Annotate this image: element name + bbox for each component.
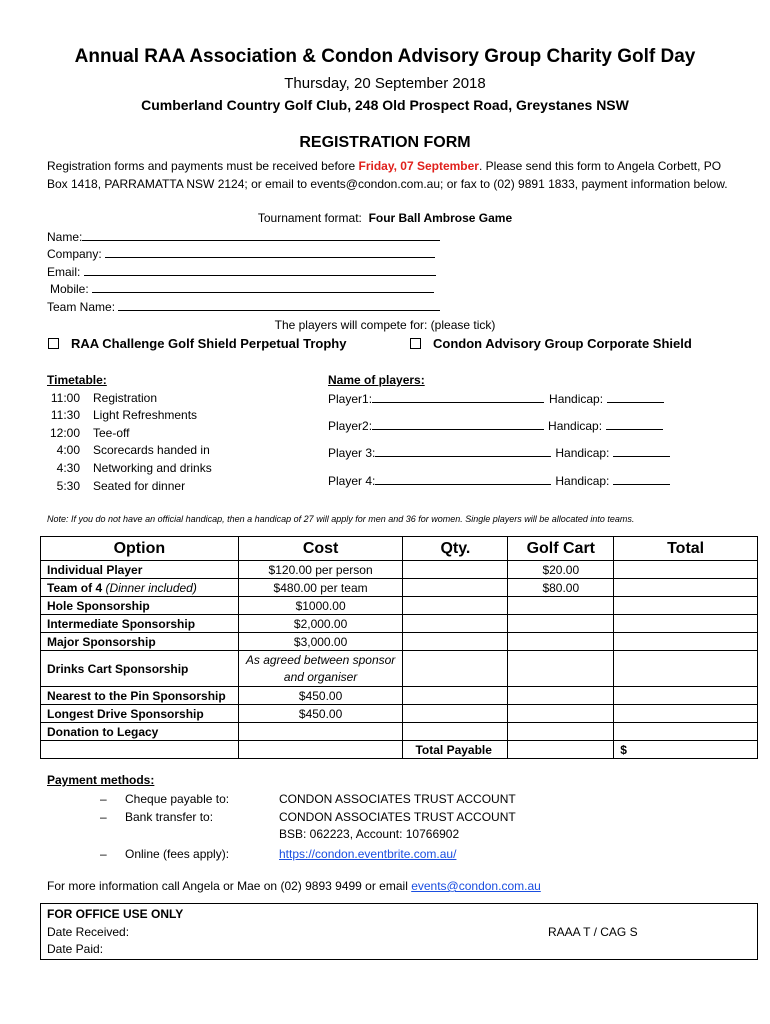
qty-cell[interactable]	[403, 579, 508, 597]
cheque-value: CONDON ASSOCIATES TRUST ACCOUNT	[279, 792, 516, 806]
qty-cell[interactable]	[403, 597, 508, 615]
office-code: RAAA T / CAG S	[548, 925, 638, 939]
dash: –	[100, 847, 107, 861]
header-total: Total	[614, 537, 758, 561]
table-row: Team of 4 (Dinner included) $480.00 per team $80.00	[41, 579, 758, 597]
timetable-heading: Timetable:	[47, 373, 107, 387]
trophy-option-condon[interactable]: Condon Advisory Group Corporate Shield	[410, 336, 692, 351]
header-cost: Cost	[238, 537, 403, 561]
player-row[interactable]: Player1: Handicap:	[328, 391, 664, 406]
total-cell[interactable]	[614, 723, 758, 741]
qty-cell[interactable]	[403, 561, 508, 579]
qty-cell[interactable]	[403, 723, 508, 741]
event-venue: Cumberland Country Golf Club, 248 Old Prospect Road, Greystanes NSW	[141, 97, 629, 113]
event-date: Thursday, 20 September 2018	[284, 75, 486, 92]
table-row: Nearest to the Pin Sponsorship $450.00	[41, 687, 758, 705]
timetable-event: Scorecards handed in	[93, 443, 210, 457]
online-label: Online (fees apply):	[125, 847, 230, 861]
table-row: Individual Player $120.00 per person $20.00	[41, 561, 758, 579]
options-table	[40, 536, 758, 759]
online-link[interactable]: https://condon.eventbrite.com.au/	[279, 847, 457, 861]
timetable-event: Seated for dinner	[93, 479, 186, 493]
bank-value: CONDON ASSOCIATES TRUST ACCOUNT	[279, 810, 516, 824]
total-cell[interactable]	[614, 579, 758, 597]
qty-cell[interactable]	[403, 687, 508, 705]
timetable-time: 4:00	[56, 443, 80, 457]
qty-cell[interactable]	[403, 633, 508, 651]
date-paid: Date Paid:	[47, 942, 104, 956]
table-row: Major Sponsorship $3,000.00	[41, 633, 758, 651]
contact-email-link[interactable]: events@condon.com.au	[411, 879, 541, 893]
total-cell[interactable]	[614, 633, 758, 651]
mobile-field[interactable]: Mobile:	[50, 281, 434, 296]
table-row: Longest Drive Sponsorship $450.00	[41, 705, 758, 723]
compete-prompt: The players will compete for: (please tick)	[274, 318, 496, 332]
player-row[interactable]: Player 4: Handicap:	[328, 473, 670, 488]
header-qty: Qty.	[403, 537, 508, 561]
payment-heading: Payment methods:	[47, 773, 155, 787]
total-row: Total Payable $	[41, 741, 758, 759]
timetable-event: Light Refreshments	[93, 408, 198, 422]
bank-details: BSB: 062223, Account: 10766902	[279, 827, 460, 841]
date-received: Date Received:	[47, 925, 130, 939]
bank-label: Bank transfer to:	[125, 810, 214, 824]
players-heading: Name of players:	[328, 373, 425, 387]
email-field[interactable]: Email:	[47, 264, 436, 279]
total-payable-cell[interactable]: $	[614, 741, 758, 759]
timetable-event: Networking and drinks	[93, 461, 212, 475]
cheque-label: Cheque payable to:	[125, 792, 230, 806]
timetable-time: 12:00	[49, 426, 80, 440]
header-golf-cart: Golf Cart	[508, 537, 614, 561]
dash: –	[100, 810, 107, 824]
office-use-box	[40, 903, 758, 960]
header-option: Option	[41, 537, 239, 561]
timetable-time: 4:30	[56, 461, 80, 475]
checkbox-icon[interactable]	[410, 338, 421, 349]
total-cell[interactable]	[614, 597, 758, 615]
checkbox-icon[interactable]	[48, 338, 59, 349]
name-field[interactable]: Name:	[47, 229, 440, 244]
company-field[interactable]: Company:	[47, 246, 435, 261]
page-title: Annual RAA Association & Condon Advisory Group Charity Golf Day	[74, 46, 696, 67]
player-row[interactable]: Player 3: Handicap:	[328, 445, 670, 460]
timetable-event: Registration	[93, 391, 158, 405]
team-name-field[interactable]: Team Name:	[47, 299, 440, 314]
timetable-time: 11:30	[50, 408, 80, 422]
total-cell[interactable]	[614, 687, 758, 705]
timetable-time: 5:30	[56, 479, 80, 493]
tournament-format: Tournament format: Four Ball Ambrose Game	[257, 211, 513, 225]
office-heading: FOR OFFICE USE ONLY	[47, 907, 184, 921]
timetable-event: Tee-off	[93, 426, 130, 440]
qty-cell[interactable]	[403, 651, 508, 687]
qty-cell[interactable]	[403, 615, 508, 633]
trophy-option-raa[interactable]: RAA Challenge Golf Shield Perpetual Trophy	[48, 336, 346, 351]
total-cell[interactable]	[614, 705, 758, 723]
handicap-note: Note: If you do not have an official handicap, then a handicap of 27 will apply for men and 36 for women. Single players will be allocated into teams.	[47, 514, 635, 524]
intro-paragraph: Registration forms and payments must be received before Friday, 07 September. Please send this form to Angela Corbett, PO Box 1418, PARRAMATTA NSW 2124; or email to events@condon.com.au; or fax to (02) 9891 1833, payment information below.	[47, 159, 728, 191]
timetable-time: 11:00	[50, 391, 80, 405]
contact-info: For more information call Angela or Mae on (02) 9893 9499 or email events@condon.com.au	[47, 879, 541, 893]
total-cell[interactable]	[614, 561, 758, 579]
table-row: Donation to Legacy	[41, 723, 758, 741]
table-row: Intermediate Sponsorship $2,000.00	[41, 615, 758, 633]
total-cell[interactable]	[614, 615, 758, 633]
player-row[interactable]: Player2: Handicap:	[328, 418, 663, 433]
qty-cell[interactable]	[403, 705, 508, 723]
total-cell[interactable]	[614, 651, 758, 687]
table-row: Drinks Cart Sponsorship As agreed between sponsor and organiser	[41, 651, 758, 687]
table-row: Hole Sponsorship $1000.00	[41, 597, 758, 615]
deadline: Friday, 07 September	[358, 159, 479, 173]
form-title: REGISTRATION FORM	[299, 134, 471, 151]
dash: –	[100, 792, 107, 806]
